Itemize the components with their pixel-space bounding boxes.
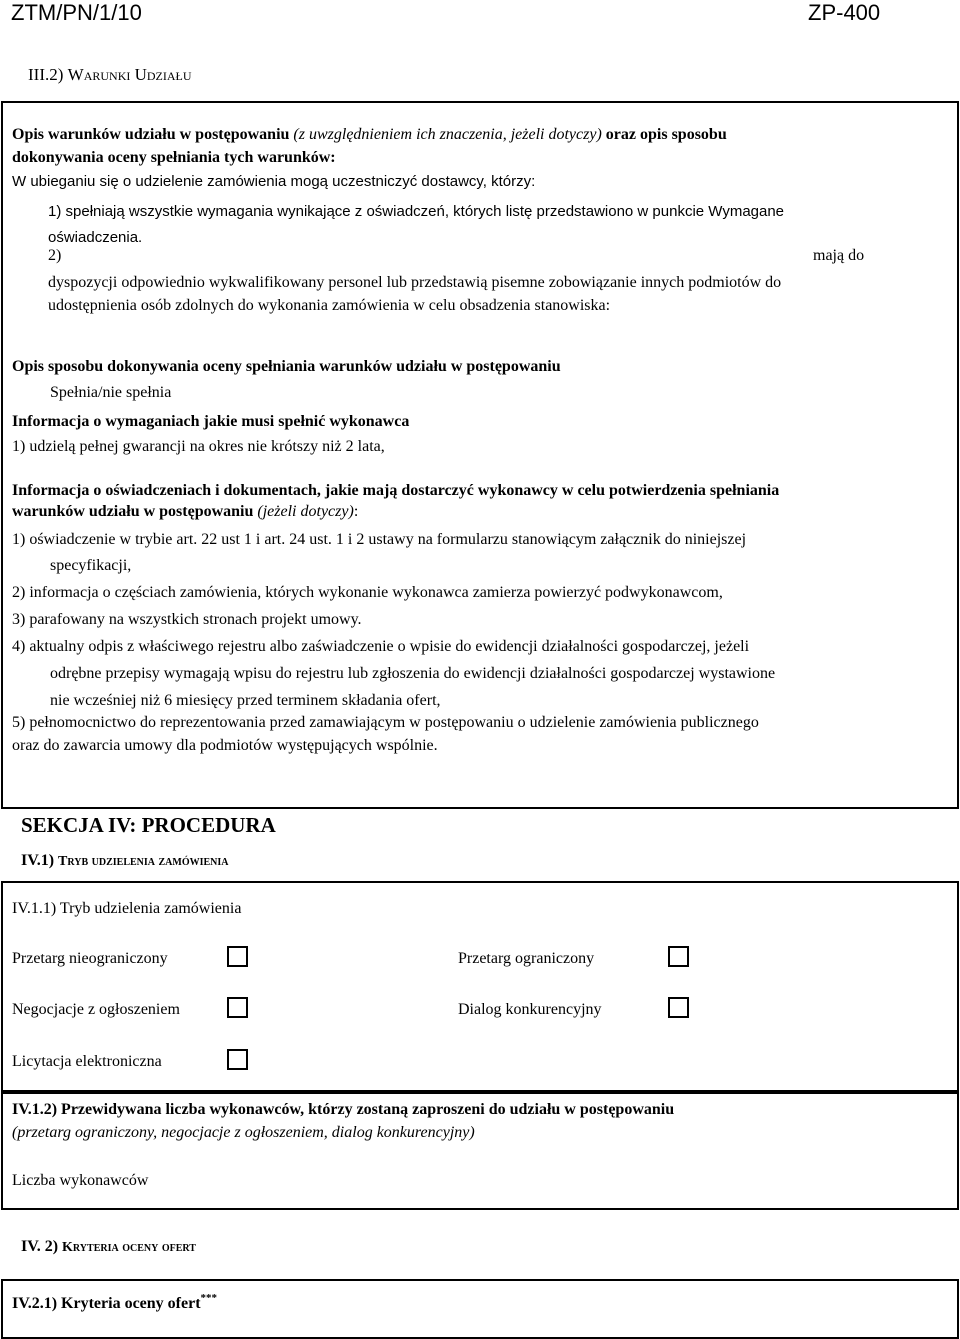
document-item-1: 1) oświadczenie w trybie art. 22 ust 1 i art. 24 ust. 1 i 2 ustawy na formularzu stanowiącym załącznik do niniejszej: [12, 531, 747, 548]
document-item-5-cont: oraz do zawarcia umowy dla podmiotów występujących wspólnie.: [12, 737, 438, 754]
option-negocjacje-label: Negocjacje z ogłoszeniem: [12, 1001, 180, 1018]
section-iv1-text: Tryb udzielenia zamówienia: [58, 854, 229, 869]
procedure-mode-title: IV.1.1) Tryb udzielenia zamówienia: [12, 900, 242, 917]
documents-title: Informacja o oświadczeniach i dokumentach, jakie mają dostarczyć wykonawcy w celu potwierdzenia spełniania: [12, 482, 780, 499]
section-iv1-number: IV.1): [21, 852, 59, 869]
requirement-item-1: 1) udzielą pełnej gwarancji na okres nie krótszy niż 2 lata,: [12, 438, 385, 455]
section-iv2-number: IV. 2): [21, 1238, 63, 1255]
section-heading-iii2: [28, 65, 192, 85]
conditions-title-italic: (z uwzględnieniem ich znaczenia, jeżeli dotyczy): [293, 126, 602, 143]
condition-item-2-line2: dyspozycji odpowiednio wykwalifikowany personel lub przedstawią pisemne zobowiązanie innych podmiotów do: [48, 274, 782, 291]
section-heading-number: III.2): [28, 65, 68, 84]
contractors-count-subtitle: (przetarg ograniczony, negocjacje z ogłoszeniem, dialog konkurencyjny): [12, 1124, 475, 1141]
condition-item-1: 1) spełniają wszystkie wymagania wynikające z oświadczeń, których listę przedstawiono w punkcie Wymagane: [48, 203, 785, 220]
documents-title-italic: (jeżeli dotyczy): [257, 503, 354, 520]
condition-item-1-cont: oświadczenia.: [48, 229, 143, 246]
option-przetarg-nieograniczony-checkbox[interactable]: [227, 946, 248, 967]
doc-reference: ZTM/PN/1/10: [11, 0, 142, 25]
form-code: ZP-400: [808, 0, 881, 25]
document-item-4: 4) aktualny odpis z właściwego rejestru albo zaświadczenie o wpisie do ewidencji działalności gospodarczej, jeżeli: [12, 638, 750, 655]
contractors-count-label: Liczba wykonawców: [12, 1172, 149, 1189]
document-item-5: 5) pełnomocnictwo do reprezentowania przed zamawiającym w postępowaniu o udzielenie zamówienia publicznego: [12, 714, 759, 731]
requirements-title: Informacja o wymaganiach jakie musi spełnić wykonawca: [12, 413, 410, 430]
document-item-4-line3: nie wcześniej niż 6 miesięcy przed terminem składania ofert,: [50, 692, 441, 709]
option-przetarg-ograniczony-checkbox[interactable]: [668, 946, 689, 967]
condition-item-2-line3: udostępnienia osób zdolnych do wykonania zamówienia w celu obsadzenia stanowiska:: [48, 297, 611, 314]
conditions-title-bold-tail: oraz opis sposobu: [601, 126, 727, 143]
option-przetarg-nieograniczony-label: Przetarg nieograniczony: [12, 950, 168, 967]
section-iv2-text: Kryteria oceny ofert: [62, 1240, 196, 1255]
conditions-intro: W ubieganiu się o udzielenie zamówienia mogą uczestniczyć dostawcy, którzy:: [12, 173, 536, 190]
conditions-title: [12, 126, 727, 144]
award-criteria-title: [12, 1292, 218, 1313]
section-iv1-heading: [21, 852, 229, 870]
documents-title-line2: [12, 503, 358, 521]
document-item-2: 2) informacja o częściach zamówienia, których wykonanie wykonawca zamierza powierzyć podwykonawcom,: [12, 584, 723, 601]
document-item-4-line2: odrębne przepisy wymagają wpisu do rejestru lub zgłoszenia do ewidencji działalności gospodarczej wystawione: [50, 665, 776, 682]
option-licytacja-checkbox[interactable]: [227, 1049, 248, 1070]
documents-title-bold: warunków udziału w postępowaniu: [12, 503, 258, 520]
option-dialog-label: Dialog konkurencyjny: [458, 1001, 602, 1018]
award-criteria-footnote-mark: ***: [200, 1292, 218, 1304]
assessment-title: Opis sposobu dokonywania oceny spełniania warunków udziału w postępowaniu: [12, 358, 561, 375]
condition-item-2-number: 2): [48, 247, 62, 264]
option-dialog-checkbox[interactable]: [668, 997, 689, 1018]
award-criteria-title-text: IV.2.1) Kryteria oceny ofert: [12, 1295, 201, 1312]
contractors-count-title: IV.1.2) Przewidywana liczba wykonawców, którzy zostaną zaproszeni do udziału w postępowaniu: [12, 1101, 675, 1118]
condition-item-2-tail: mają do: [813, 247, 865, 264]
document-item-3: 3) parafowany na wszystkich stronach projekt umowy.: [12, 611, 362, 628]
conditions-title-line2: dokonywania oceny spełniania tych warunków:: [12, 149, 336, 166]
section-iv-title: SEKCJA IV: PROCEDURA: [21, 813, 276, 837]
section-heading-text: Warunki Udziału: [67, 65, 192, 84]
option-licytacja-label: Licytacja elektroniczna: [12, 1053, 162, 1070]
option-przetarg-ograniczony-label: Przetarg ograniczony: [458, 950, 595, 967]
documents-title-colon: :: [353, 503, 359, 520]
assessment-value: Spełnia/nie spełnia: [50, 384, 172, 401]
conditions-title-bold: Opis warunków udziału w postępowaniu: [12, 126, 294, 143]
option-negocjacje-checkbox[interactable]: [227, 997, 248, 1018]
document-item-1-cont: specyfikacji,: [50, 557, 132, 574]
section-iv2-heading: [21, 1238, 196, 1256]
